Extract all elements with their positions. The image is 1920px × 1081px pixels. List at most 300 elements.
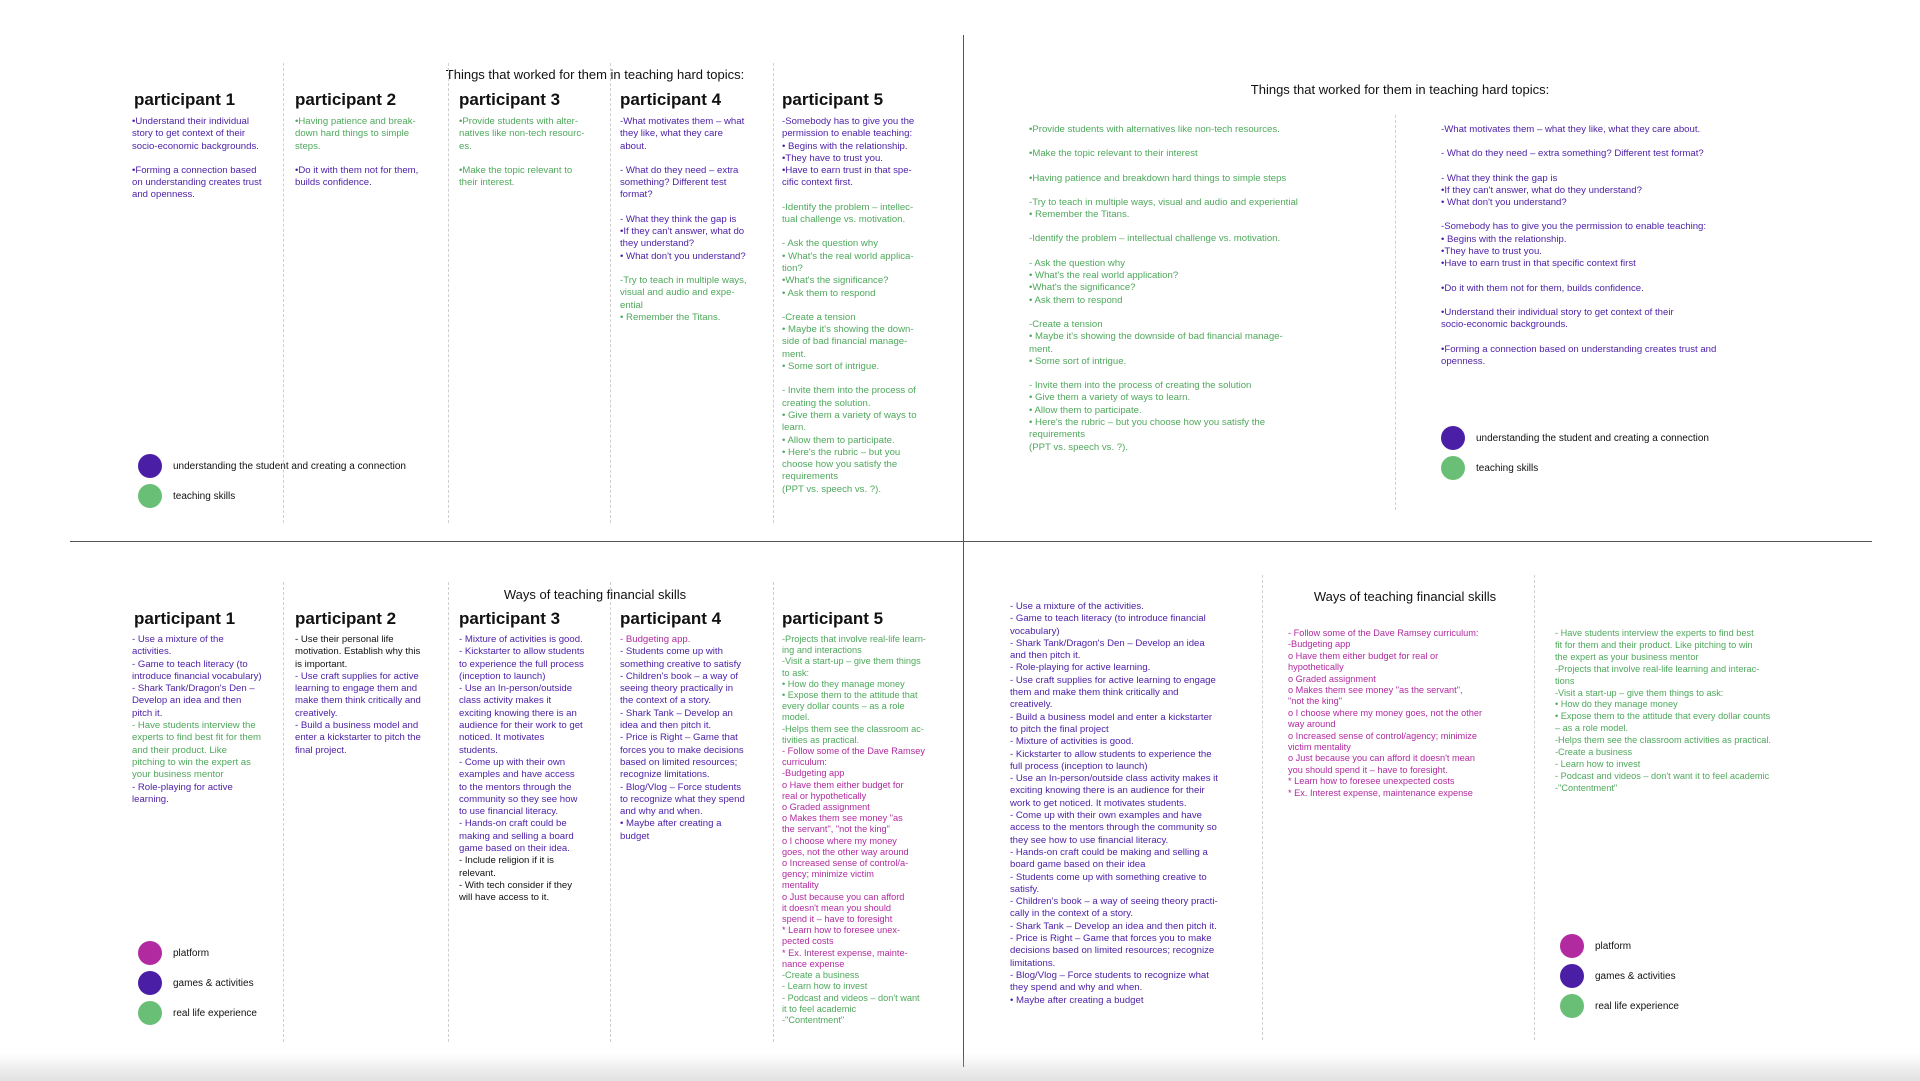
note-line: is important.	[295, 658, 348, 670]
note-line: - Invite them into the process of	[782, 385, 916, 397]
line-spacer	[620, 263, 770, 275]
participant-notes	[459, 116, 607, 189]
note-line: - Use a mixture of the activities.	[1010, 601, 1144, 612]
note-line: - Have students interview the	[132, 720, 256, 732]
participant-notes	[782, 634, 932, 1026]
note-line: • Remember the Titans.	[620, 311, 721, 323]
note-line: o Increased sense of control/agency; minimize	[1288, 730, 1477, 741]
note-line: full process (inception to launch)	[1010, 760, 1148, 772]
note-line: about.	[620, 140, 647, 152]
note-line: to ask:	[782, 667, 810, 678]
note-line: pected costs	[782, 936, 834, 947]
legend-swatch	[138, 941, 162, 965]
note-line: • Remember the Titans.	[1029, 209, 1130, 221]
note-line: - Follow some of the Dave Ramsey curriculum:	[1288, 628, 1479, 638]
participant-heading: participant 4	[620, 90, 722, 109]
note-line: real or hypothetically	[782, 790, 867, 801]
legend-item	[138, 971, 254, 995]
note-line: •Understand their individual	[132, 116, 249, 127]
note-line: and then pitch it.	[1010, 650, 1081, 662]
note-line: - Podcast and videos – don't want	[782, 992, 920, 1003]
theme-notes	[1029, 124, 1349, 454]
note-line: to use financial literacy.	[459, 806, 559, 818]
column-separator	[1395, 115, 1396, 510]
note-line: it doesn't mean you should	[782, 902, 892, 913]
note-line: story to get context of their	[132, 128, 246, 140]
section-title: Things that worked for them in teaching hard topics:	[445, 67, 745, 82]
note-line: •Have to earn trust in that spe-	[782, 165, 912, 177]
note-line: • Expose them to the attitude that every dollar counts	[1555, 711, 1771, 722]
note-line: - What they think the gap is	[1441, 172, 1558, 184]
note-line: • Some sort of intrigue.	[1029, 355, 1127, 367]
note-line: - Follow some of the Dave Ramsey	[782, 746, 925, 757]
note-line: format?	[620, 189, 653, 201]
note-line: tual challenge vs. motivation.	[782, 214, 906, 226]
line-spacer	[782, 190, 932, 202]
note-line: -Budgeting app	[1288, 639, 1351, 650]
quadrant-vertical-divider	[963, 35, 964, 1067]
note-line: noticed. It motivates	[459, 732, 545, 744]
note-line: builds confidence.	[295, 177, 372, 189]
note-line: -What motivates them – what they like, what they care about.	[1441, 124, 1701, 135]
participant-heading: participant 1	[134, 609, 236, 628]
note-line: • Maybe it's showing the down-	[782, 324, 914, 336]
line-spacer	[1441, 161, 1771, 173]
note-line: to experience the full process	[459, 658, 584, 670]
note-line: o Makes them see money "as the servant",	[1288, 685, 1463, 696]
note-line: requirements	[782, 471, 838, 483]
note-line: • Allow them to participate.	[782, 434, 895, 446]
note-line: choose how you satisfy the	[782, 459, 898, 471]
theme-notes	[1288, 628, 1528, 799]
legend-item	[1560, 994, 1679, 1018]
note-line: access to the mentors through the community so	[1010, 822, 1217, 834]
participant-notes	[620, 116, 770, 324]
note-line: every dollar counts – as a role	[782, 701, 905, 712]
note-line: • How do they manage money	[1555, 699, 1678, 710]
participant-heading: participant 1	[134, 90, 236, 109]
note-line: o Increased sense of control/a-	[782, 858, 909, 869]
note-line: something creative to satisfy	[620, 658, 742, 670]
note-line: • Maybe it's showing the downside of bad financial manage-	[1029, 331, 1283, 343]
note-line: o Have them either budget for	[782, 779, 904, 790]
line-spacer	[1029, 161, 1349, 173]
line-spacer	[1441, 271, 1771, 283]
note-line: final project.	[295, 744, 347, 756]
note-line: * Learn how to foresee unex-	[782, 925, 900, 936]
note-line: - Include religion if it is	[459, 855, 554, 867]
note-line: introduce financial vocabulary)	[132, 670, 262, 682]
note-line: gency; minimize victim	[782, 869, 874, 880]
note-line: model.	[782, 712, 810, 723]
note-line: • Ask them to respond	[782, 287, 876, 299]
note-line: their interest.	[459, 177, 515, 189]
note-line: budget	[620, 830, 650, 842]
note-line: •Forming a connection based on understanding creates trust and	[1441, 343, 1717, 355]
legend-swatch	[1441, 426, 1465, 450]
note-line: seeing theory practically in	[620, 683, 734, 695]
legend-swatch	[1560, 994, 1584, 1018]
note-line: visual and audio and expe-	[620, 287, 735, 299]
note-line: • Begins with the relationship.	[1441, 233, 1567, 245]
note-line: • Some sort of intrigue.	[782, 361, 880, 373]
note-line: game based on their idea.	[459, 843, 570, 855]
note-line: -Create a tension	[782, 311, 856, 323]
note-line: - Hands-on craft could be	[459, 818, 567, 830]
note-line: - Kickstarter to allow students to experience the	[1010, 748, 1212, 760]
note-line: - Price is Right – Game that forces you to make	[1010, 933, 1212, 945]
note-line: the context of a story.	[620, 695, 712, 707]
legend-swatch	[1560, 934, 1584, 958]
note-line: * Learn how to foresee unexpected costs	[1288, 776, 1455, 787]
note-line: ential	[620, 299, 643, 311]
note-line: -Helps them see the classroom activities as practical.	[1555, 735, 1771, 746]
note-line: - Invite them into the process of creating the solution	[1029, 380, 1252, 392]
note-line: exciting knowing there is an audience for their	[1010, 785, 1205, 797]
note-line: -Budgeting app	[782, 768, 845, 779]
note-line: side of bad financial manage-	[782, 336, 908, 348]
note-line: • Maybe after creating a budget	[1010, 994, 1144, 1006]
note-line: something? Different test	[620, 177, 727, 189]
note-line: - Use craft supplies for active	[295, 670, 419, 682]
note-line: tivities as practical.	[782, 734, 860, 745]
note-line: -Create a tension	[1029, 318, 1103, 330]
note-line: - Mixture of activities is good.	[459, 634, 583, 645]
note-line: tions	[1555, 675, 1575, 686]
legend-item	[138, 484, 235, 508]
note-line: on understanding creates trust	[132, 177, 262, 189]
note-line: victim mentality	[1288, 742, 1351, 753]
line-spacer	[295, 153, 443, 165]
note-line: and why and when.	[620, 806, 703, 818]
participant-notes	[295, 116, 443, 189]
note-line: fit for them and their product. Like pitching to win	[1555, 639, 1753, 650]
legend-swatch	[138, 971, 162, 995]
note-line: •Understand their individual story to get context of their	[1441, 306, 1674, 318]
note-line: •Have to earn trust in that specific context first	[1441, 258, 1636, 270]
window-bottom-shadow	[0, 1053, 1920, 1081]
legend-label: games & activities	[173, 977, 254, 989]
note-line: * Ex. Interest expense, mainte-	[782, 947, 908, 958]
note-line: - Ask the question why	[1029, 257, 1125, 269]
line-spacer	[1441, 332, 1771, 344]
note-line: • Give them a variety of ways to	[782, 409, 917, 421]
note-line: will have access to it.	[459, 892, 550, 904]
note-line: and their product. Like	[132, 744, 227, 756]
participant-notes	[620, 634, 770, 843]
note-line: make them think critically and	[295, 695, 421, 707]
column-separator	[773, 582, 774, 1042]
section-title: Ways of teaching financial skills	[503, 587, 687, 602]
legend-label: real life experience	[173, 1007, 257, 1019]
note-line: pitch it.	[132, 707, 163, 719]
note-line: - Use a mixture of the	[132, 634, 224, 645]
participant-heading: participant 5	[782, 90, 884, 109]
section-title: Ways of teaching financial skills	[1313, 589, 1497, 604]
note-line: • Here's the rubric – but you	[782, 446, 901, 458]
note-line: - Use craft supplies for active learning to engage	[1010, 674, 1216, 686]
note-line: enter a kickstarter to pitch the	[295, 732, 421, 744]
participant-heading: participant 2	[295, 90, 397, 109]
note-line: experts to find best fit for them	[132, 732, 262, 744]
theme-notes	[1010, 601, 1260, 1007]
note-line: - Build a business model and enter a kickstarter	[1010, 711, 1213, 723]
note-line: o Graded assignment	[1288, 673, 1376, 684]
note-line: •Provide students with alternatives like non-tech resources.	[1029, 124, 1280, 135]
note-line: forces you to make decisions	[620, 744, 744, 756]
note-line: based on limited resources;	[620, 756, 738, 768]
participant-notes	[459, 634, 607, 905]
note-line: • What don't you understand?	[620, 250, 746, 262]
line-spacer	[620, 153, 770, 165]
note-line: - Build a business model and	[295, 720, 419, 732]
note-line: – as a role model.	[1555, 723, 1629, 734]
line-spacer	[1441, 295, 1771, 307]
note-line: •If they can't answer, what do	[620, 226, 745, 238]
legend-label: games & activities	[1595, 970, 1676, 982]
note-line: steps.	[295, 140, 321, 152]
note-line: •Forming a connection based	[132, 164, 257, 176]
note-line: * Ex. Interest expense, maintenance expense	[1288, 787, 1473, 798]
legend-label: teaching skills	[1476, 462, 1539, 474]
note-line: curriculum:	[782, 757, 827, 768]
line-spacer	[782, 300, 932, 312]
note-line: and openness.	[132, 189, 195, 201]
note-line: -Projects that involve real-life learning and interac-	[1555, 663, 1760, 674]
note-line: - What do they need – extra something? Different test format?	[1441, 148, 1704, 160]
note-line: -Somebody has to give you the	[782, 116, 915, 127]
legend-label: platform	[1595, 940, 1632, 952]
note-line: -Try to teach in multiple ways,	[620, 274, 747, 286]
note-line: - Students come up with something creative to	[1010, 871, 1207, 883]
note-line: satisfy.	[1010, 883, 1040, 895]
note-line: - Have students interview the experts to find best	[1555, 628, 1754, 638]
note-line: • Give them a variety of ways to learn.	[1029, 392, 1191, 404]
note-line: - Use an In-person/outside class activity makes it	[1010, 773, 1218, 785]
note-line: goes, not the other way around	[782, 846, 909, 857]
quadrant-horizontal-divider	[70, 541, 1872, 542]
note-line: the expert as your business mentor	[1555, 651, 1699, 662]
note-line: the servant", "not the king"	[782, 824, 890, 835]
note-line: - What they think the gap is	[620, 213, 737, 225]
note-line: - Use an In-person/outside	[459, 683, 573, 695]
note-line: students.	[459, 744, 498, 756]
legend-label: teaching skills	[173, 490, 236, 502]
note-line: -Visit a start-up – give them things	[782, 656, 921, 667]
column-separator	[448, 582, 449, 1042]
note-line: •Make the topic relevant to their interest	[1029, 148, 1198, 160]
note-line: -Somebody has to give you the permission to enable teaching:	[1441, 221, 1707, 233]
column-separator	[610, 582, 611, 1042]
note-line: •What's the significance?	[1029, 282, 1136, 294]
legend-swatch	[138, 484, 162, 508]
note-line: • What's the real world application?	[1029, 270, 1179, 282]
note-line: -Create a business	[782, 970, 860, 981]
note-line: • Maybe after creating a	[620, 818, 722, 830]
note-line: - Hands-on craft could be making and selling a	[1010, 846, 1208, 858]
note-line: o I choose where my money	[782, 835, 897, 846]
theme-notes	[1555, 628, 1805, 795]
note-line: your business mentor	[132, 769, 224, 781]
note-line: (inception to launch)	[459, 670, 546, 682]
line-spacer	[782, 373, 932, 385]
note-line: nance expense	[782, 958, 845, 969]
note-line: audience for their work to get	[459, 720, 583, 732]
note-line: • Ask them to respond	[1029, 294, 1123, 306]
note-line: to pitch the final project	[1010, 723, 1109, 735]
legend-label: understanding the student and creating a connection	[1476, 432, 1709, 444]
note-line: learn.	[782, 422, 806, 434]
note-line: - Children's book – a way of	[620, 670, 739, 682]
note-line: - Game to teach literacy (to	[132, 658, 248, 670]
legend-label: platform	[173, 947, 210, 959]
note-line: o I choose where my money goes, not the other	[1288, 707, 1483, 718]
note-line: it to feel academic	[782, 1003, 857, 1014]
note-line: •They have to trust you.	[1441, 246, 1542, 258]
note-line: them and make them think critically and	[1010, 687, 1179, 699]
note-line: learning to engage them and	[295, 683, 418, 695]
note-line: tion?	[782, 262, 803, 274]
note-line: community so they see how	[459, 793, 578, 805]
note-line: •Having patience and breakdown hard things to simple steps	[1029, 172, 1287, 184]
legend-swatch	[138, 454, 162, 478]
note-line: cific context first.	[782, 177, 853, 189]
note-line: -Identify the problem – intellectual challenge vs. motivation.	[1029, 233, 1281, 245]
line-spacer	[620, 202, 770, 214]
note-line: •What's the significance?	[782, 275, 889, 287]
legend-item	[138, 941, 209, 965]
participant-heading: participant 3	[459, 90, 561, 109]
note-line: natives like non-tech resourc-	[459, 128, 585, 140]
note-line: •Do it with them not for them, builds confidence.	[1441, 282, 1644, 294]
note-line: to the mentors through the	[459, 781, 572, 793]
note-line: idea and then pitch it.	[620, 720, 712, 732]
note-line: -"Contentment"	[1555, 782, 1618, 793]
note-line: down hard things to simple	[295, 128, 410, 140]
column-separator	[1262, 575, 1263, 1040]
note-line: limitations.	[1010, 957, 1056, 969]
note-line: (PPT vs. speech vs. ?).	[1029, 441, 1128, 453]
note-line: -Create a business	[1555, 747, 1633, 758]
note-line: creating the solution.	[782, 397, 871, 409]
note-line: - Budgeting app.	[620, 634, 691, 645]
line-spacer	[1029, 136, 1349, 148]
note-line: activities.	[132, 646, 172, 658]
note-line: o Graded assignment	[782, 802, 870, 813]
note-line: creatively.	[1010, 699, 1053, 711]
note-line: mentality	[782, 880, 819, 891]
note-line: class activity makes it	[459, 695, 552, 707]
line-spacer	[1029, 246, 1349, 258]
note-line: - Blog/Vlog – Force students	[620, 781, 742, 793]
participant-heading: participant 4	[620, 609, 722, 628]
note-line: - With tech consider if they	[459, 879, 573, 891]
column-separator	[448, 63, 449, 523]
note-line: - Learn how to invest	[782, 981, 868, 992]
note-line: -Helps them see the classroom ac-	[782, 723, 924, 734]
legend-item	[138, 1001, 257, 1025]
note-line: - Podcast and videos – don't want it to feel academic	[1555, 770, 1770, 781]
note-line: hypothetically	[1288, 662, 1344, 673]
line-spacer	[1029, 307, 1349, 319]
note-line: - Students come up with	[620, 646, 723, 658]
note-line: exciting knowing there is an	[459, 707, 577, 719]
note-line: - Role-playing for active	[132, 781, 233, 793]
legend-swatch	[1560, 964, 1584, 988]
note-line: they understand?	[620, 238, 695, 250]
note-line: openness.	[1441, 355, 1486, 367]
note-line: decisions based on limited resources; recognize	[1010, 945, 1215, 957]
participant-notes	[782, 116, 932, 496]
note-line: they spend and why and when.	[1010, 982, 1143, 994]
note-line: • What's the real world applica-	[782, 250, 914, 262]
column-separator	[773, 63, 774, 523]
note-line: recognize limitations.	[620, 769, 710, 781]
note-line: vocabulary)	[1010, 625, 1060, 637]
note-line: - What do they need – extra	[620, 164, 739, 176]
line-spacer	[1029, 368, 1349, 380]
note-line: -Visit a start-up – give them things to ask:	[1555, 687, 1724, 698]
note-line: -"Contentment"	[782, 1014, 845, 1025]
line-spacer	[1029, 185, 1349, 197]
note-line: • Allow them to participate.	[1029, 404, 1142, 416]
note-line: board game based on their idea	[1010, 859, 1146, 871]
line-spacer	[132, 153, 280, 165]
note-line: pitching to win the expert as	[132, 756, 251, 768]
section-title: Things that worked for them in teaching hard topics:	[1250, 82, 1550, 97]
note-line: • How do they manage money	[782, 678, 905, 689]
note-line: examples and have access	[459, 769, 575, 781]
note-line: •Having patience and break-	[295, 116, 416, 127]
note-line: making and selling a board	[459, 830, 574, 842]
note-line: •Make the topic relevant to	[459, 164, 573, 176]
line-spacer	[459, 153, 607, 165]
note-line: - Ask the question why	[782, 238, 878, 250]
note-line: - Shark Tank/Dragon's Den –	[132, 683, 255, 695]
note-line: • Here's the rubric – but you choose how you satisfy the	[1029, 417, 1266, 429]
legend-item	[138, 454, 406, 478]
note-line: •Provide students with alter-	[459, 116, 579, 127]
note-line: o Just because you can afford	[782, 891, 905, 902]
note-line: Develop an idea and then	[132, 695, 242, 707]
note-line: permission to enable teaching:	[782, 128, 913, 140]
participant-heading: participant 2	[295, 609, 397, 628]
note-line: - Shark Tank/Dragon's Den – Develop an idea	[1010, 637, 1205, 649]
note-line: -Try to teach in multiple ways, visual and audio and experiential	[1029, 196, 1298, 208]
note-line: -Projects that involve real-life learn-	[782, 634, 926, 644]
note-line: - Role-playing for active learning.	[1010, 662, 1151, 674]
note-line: you should spend it – have to foresight.	[1288, 764, 1448, 775]
note-line: - Learn how to invest	[1555, 758, 1641, 769]
note-line: they like, what they care	[620, 128, 723, 140]
participant-heading: participant 5	[782, 609, 884, 628]
note-line: - Shark Tank – Develop an	[620, 707, 733, 719]
column-separator	[1534, 575, 1535, 1040]
note-line: - Come up with their own	[459, 756, 566, 768]
note-line: - Kickstarter to allow students	[459, 646, 585, 658]
note-line: motivation. Establish why this	[295, 646, 421, 658]
legend-item	[1441, 456, 1538, 480]
participant-heading: participant 3	[459, 609, 561, 628]
note-line: •If they can't answer, what do they understand?	[1441, 184, 1642, 196]
legend-item	[1441, 426, 1709, 450]
legend-item	[1560, 964, 1676, 988]
note-line: way around	[1288, 719, 1336, 730]
note-line: - Use their personal life	[295, 634, 394, 645]
note-line: • Begins with the relationship.	[782, 140, 908, 152]
note-line: relevant.	[459, 867, 496, 879]
note-line: -What motivates them – what	[620, 116, 745, 127]
